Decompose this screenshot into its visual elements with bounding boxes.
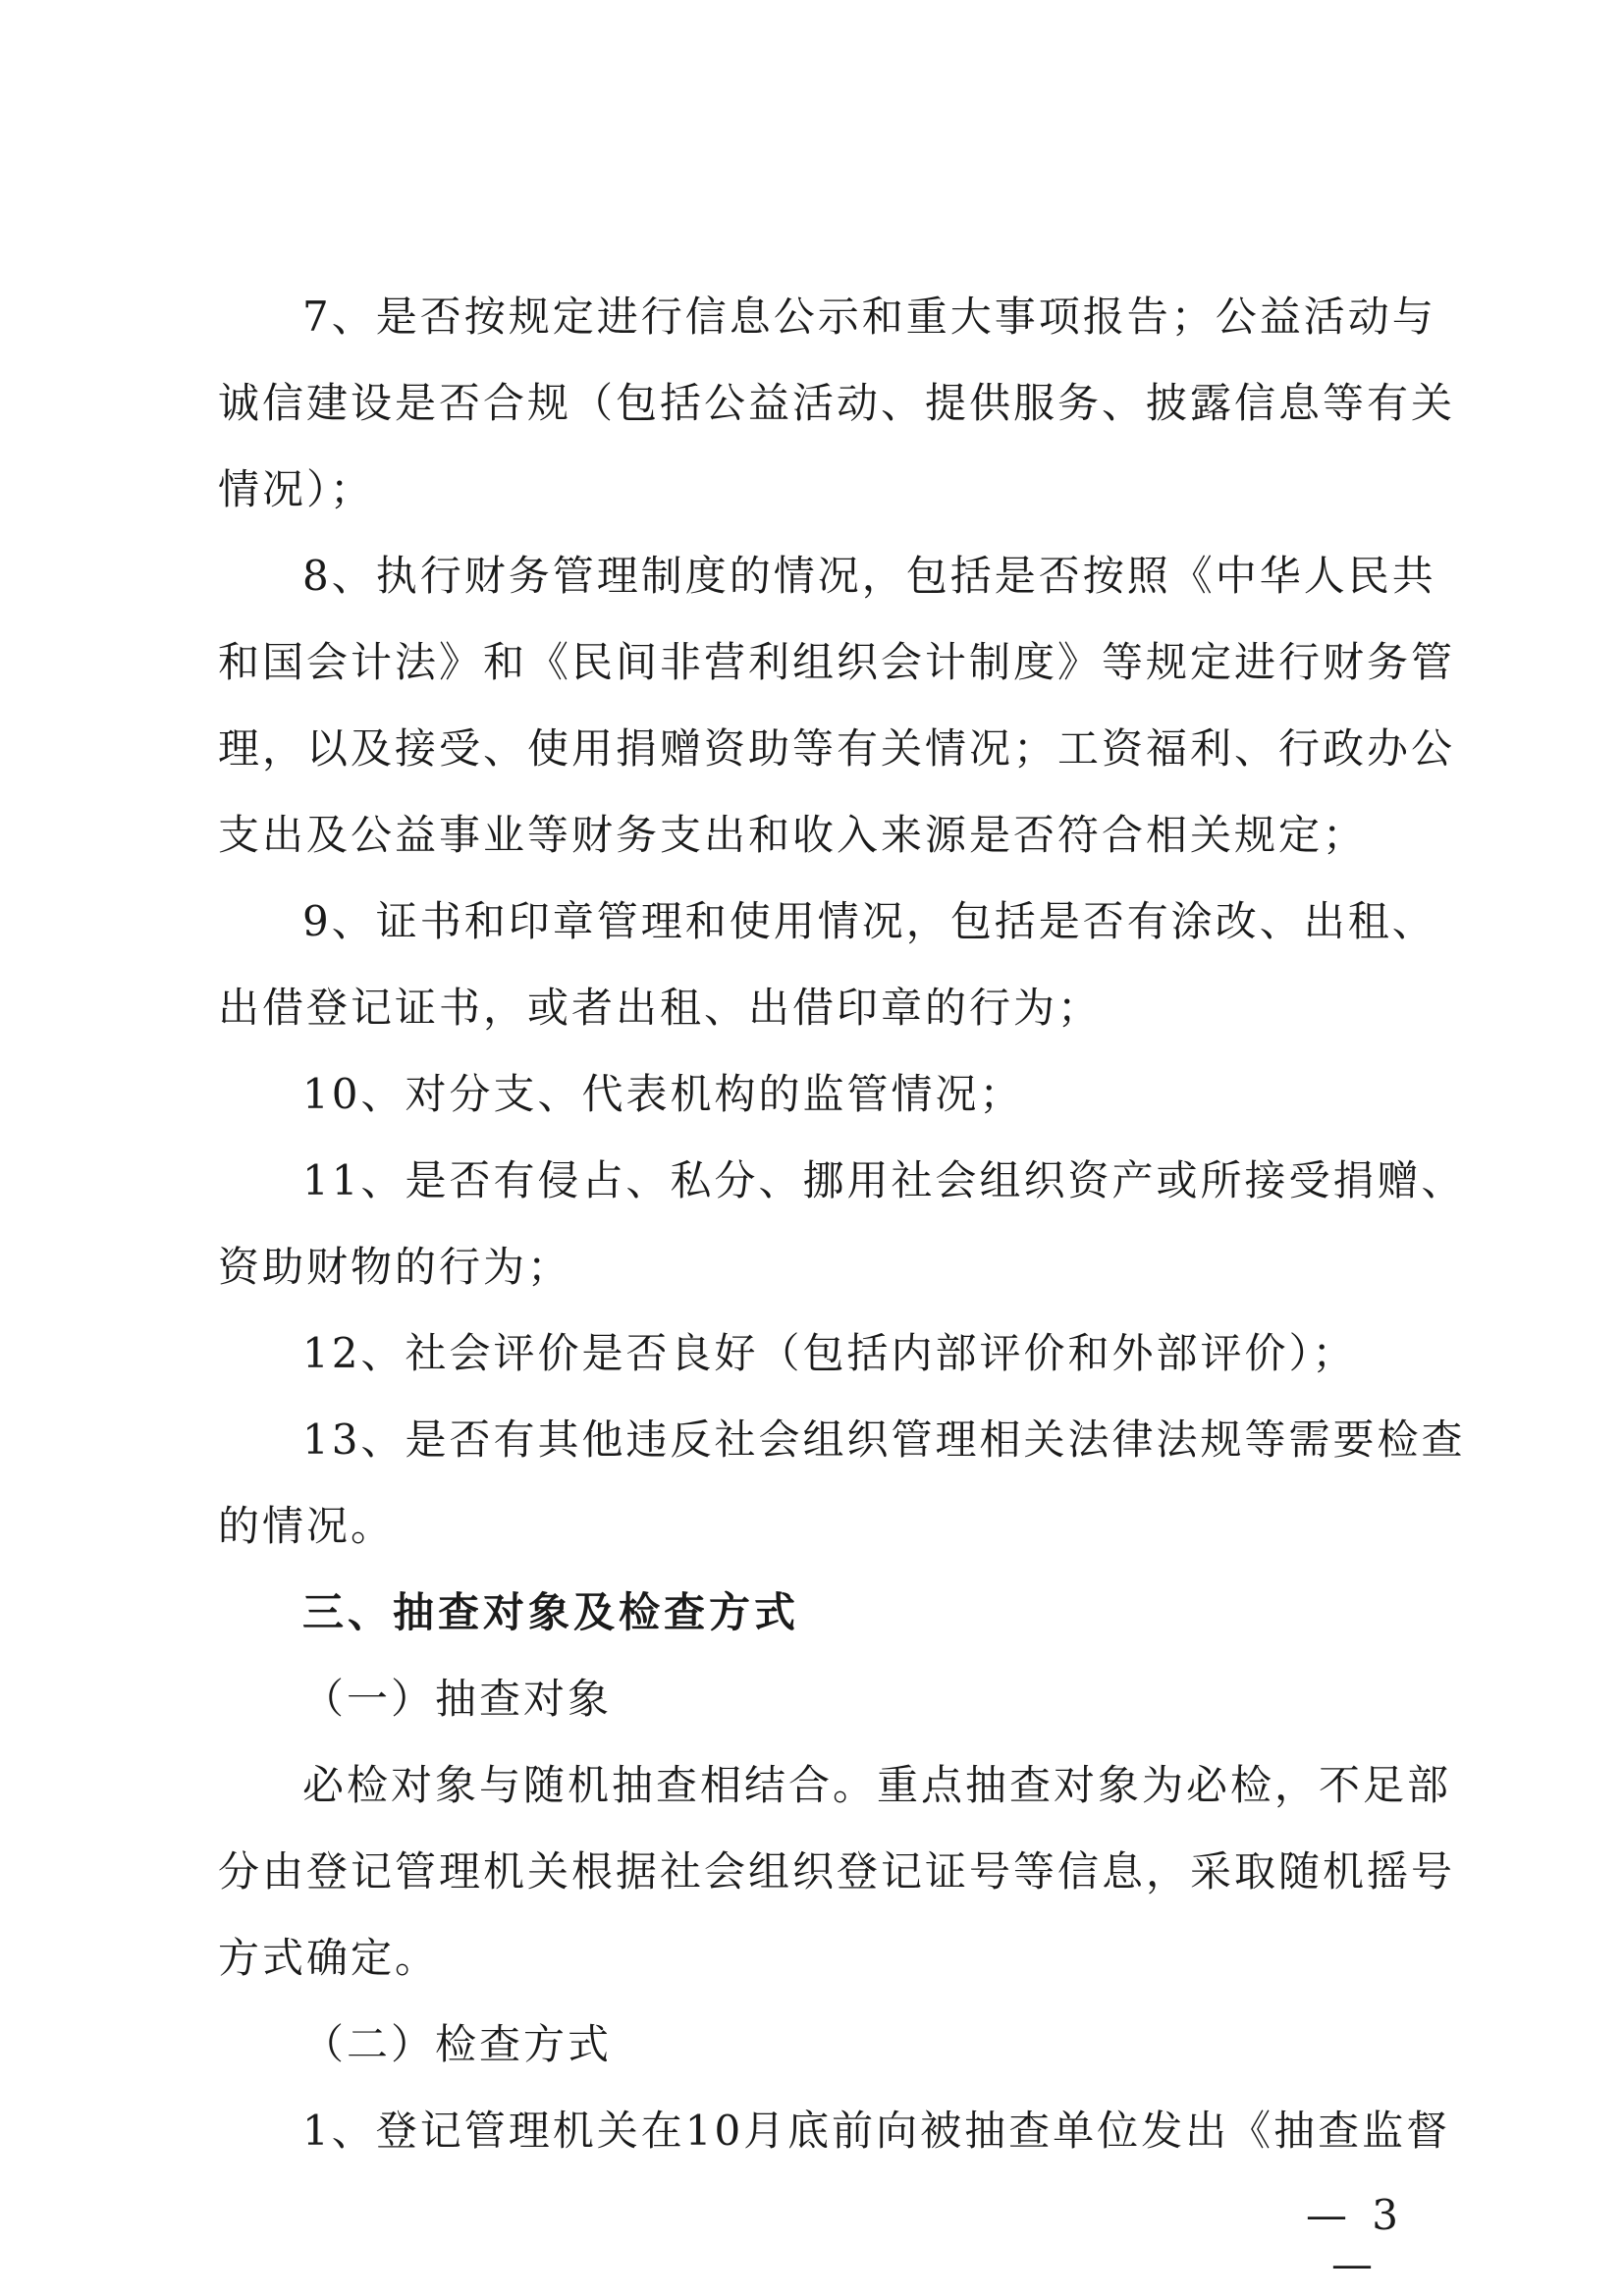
item-13-line-2: 的情况。 [218,1502,396,1550]
item-8-line-3: 理，以及接受、使用捐赠资助等有关情况；工资福利、行政办公 [218,724,1456,773]
item-7-line-3: 情况）； [218,465,375,513]
item-10-line-1: 10、对分支、代表机构的监管情况； [302,1070,1024,1118]
subsection-2-item-1-line-1: 1、登记管理机关在10月底前向被抽查单位发出《抽查监督 [302,2107,1451,2155]
subsection-1-line-1: 必检对象与随机抽查相结合。重点抽查对象为必检，不足部 [302,1761,1452,1809]
subsection-1-line-3: 方式确定。 [218,1934,440,1982]
item-9-line-2: 出借登记证书，或者出租、出借印章的行为； [218,984,1103,1032]
page-number: — 3 — [1305,2191,1405,2288]
item-8-line-2: 和国会计法》和《民间非营利组织会计制度》等规定进行财务管 [218,638,1456,686]
item-7-line-1: 7、是否按规定进行信息公示和重大事项报告；公益活动与 [302,293,1436,341]
item-9-line-1: 9、证书和印章管理和使用情况，包括是否有涂改、出租、 [302,897,1436,945]
item-8-line-1: 8、执行财务管理制度的情况，包括是否按照《中华人民共 [302,552,1436,600]
item-8-line-4: 支出及公益事业等财务支出和收入来源是否符合相关规定； [218,811,1368,859]
item-7-line-2: 诚信建设是否合规（包括公益活动、提供服务、披露信息等有关 [218,379,1456,427]
section-3-heading: 三、抽查对象及检查方式 [302,1588,800,1636]
subsection-1-heading: （一）抽查对象 [302,1675,613,1723]
item-12-line-1: 12、社会评价是否良好（包括内部评价和外部评价）； [302,1329,1357,1377]
subsection-2-heading: （二）检查方式 [302,2020,613,2068]
subsection-1-line-2: 分由登记管理机关根据社会组织登记证号等信息，采取随机摇号 [218,1847,1456,1896]
item-11-line-2: 资助财物的行为； [218,1243,572,1291]
item-11-line-1: 11、是否有侵占、私分、挪用社会组织资产或所接受捐赠、 [302,1156,1466,1204]
item-13-line-1: 13、是否有其他违反社会组织管理相关法律法规等需要检查 [302,1415,1466,1464]
